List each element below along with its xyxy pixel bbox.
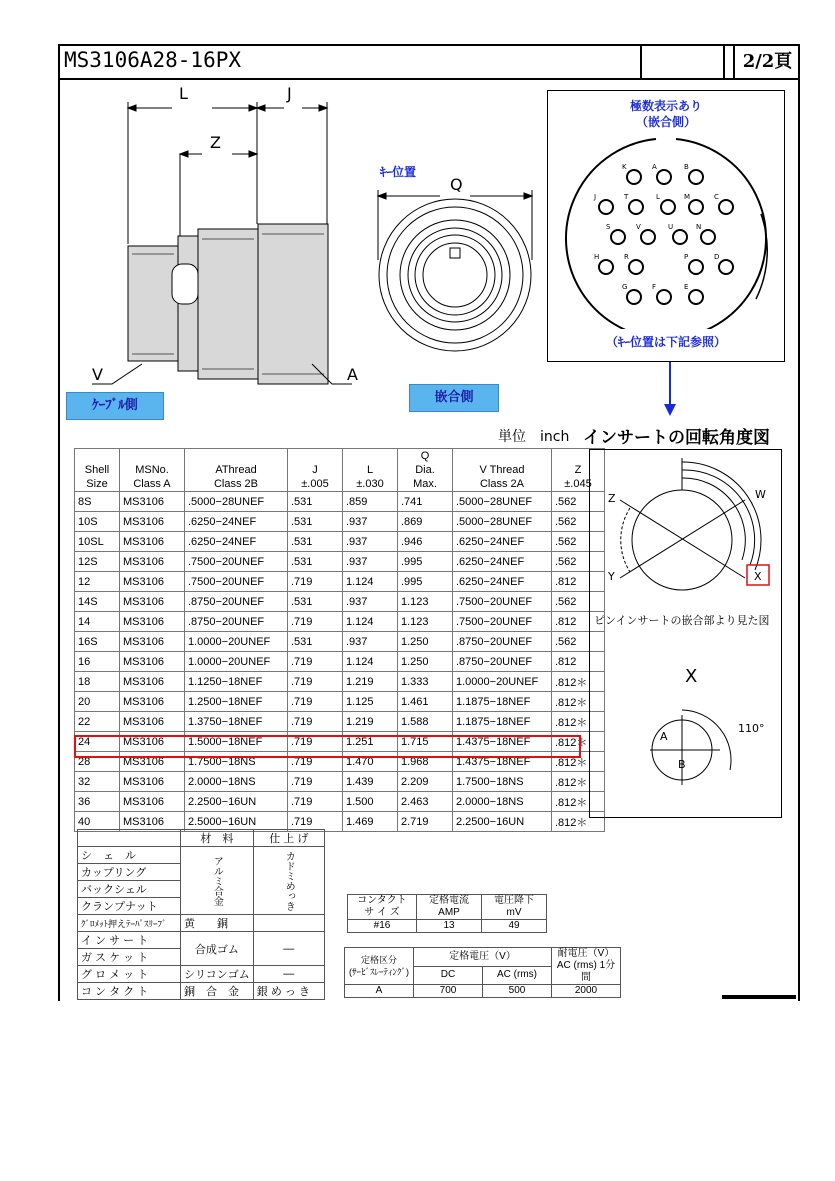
pin-title-1: 極数表示あり — [629, 99, 702, 113]
spec-cell: .812＊ — [552, 732, 605, 752]
spec-cell: 2.0000−18NS — [185, 772, 288, 792]
spec-cell: 1.125 — [343, 692, 398, 712]
spec-cell: 10SL — [75, 532, 120, 552]
label-W: W — [755, 488, 766, 501]
spec-cell: 1.1875−18NEF — [453, 692, 552, 712]
spec-cell: 2.209 — [398, 772, 453, 792]
spec-cell: 1.461 — [398, 692, 453, 712]
down-arrow-icon — [662, 362, 678, 418]
pin-label: M — [684, 193, 691, 201]
spec-cell: .562 — [552, 492, 605, 512]
spec-cell: 2.719 — [398, 812, 453, 832]
angle-label: 110° — [738, 722, 765, 735]
spec-cell: 28 — [75, 752, 120, 772]
label-X: X — [754, 570, 762, 583]
pin-hole — [627, 170, 641, 184]
dim-A-label: A — [347, 365, 358, 384]
spec-header-0: Shell Size — [75, 449, 120, 492]
pin-label: H — [594, 253, 600, 261]
spec-cell: .5000−28UNEF — [453, 512, 552, 532]
page-number: 2/2頁 — [733, 46, 800, 78]
cable-side-label: ｹｰﾌﾞﾙ側 — [66, 392, 164, 420]
spec-cell: .812＊ — [552, 712, 605, 732]
spec-cell: .6250−24NEF — [185, 532, 288, 552]
spec-cell: .812＊ — [552, 792, 605, 812]
spec-cell: .995 — [398, 572, 453, 592]
spec-cell: 1.0000−20UNEF — [185, 632, 288, 652]
spec-cell: .562 — [552, 512, 605, 532]
spec-cell: .719 — [288, 732, 343, 752]
pin-hole — [701, 230, 715, 244]
rotation-title: インサートの回転角度図 — [583, 428, 770, 448]
key-note: （ｷｰ位置は下記参照） — [605, 335, 726, 349]
spec-cell: .812＊ — [552, 812, 605, 832]
spec-cell: .719 — [288, 572, 343, 592]
spec-cell: .6250−24NEF — [453, 532, 552, 552]
spec-cell: 1.219 — [343, 712, 398, 732]
spec-cell: .812＊ — [552, 772, 605, 792]
spec-cell: .719 — [288, 692, 343, 712]
rotation-caption: ピンインサートの嵌合部より見た図 — [594, 614, 770, 627]
pin-label: K — [622, 163, 627, 171]
pin-label: N — [696, 223, 702, 231]
spec-cell: 1.1875−18NEF — [453, 712, 552, 732]
spec-cell: 1.124 — [343, 612, 398, 632]
table-row — [75, 772, 605, 792]
A-pin-label: A — [660, 730, 668, 743]
spec-cell: .531 — [288, 552, 343, 572]
spec-cell: 1.219 — [343, 672, 398, 692]
spec-cell: .531 — [288, 592, 343, 612]
spec-cell: 2.5000−16UN — [185, 812, 288, 832]
spec-cell: MS3106 — [120, 692, 185, 712]
spec-cell: 2.463 — [398, 792, 453, 812]
spec-cell: .869 — [398, 512, 453, 532]
spec-cell: .5000−28UNEF — [185, 492, 288, 512]
spec-cell: MS3106 — [120, 632, 185, 652]
spec-cell: .719 — [288, 752, 343, 772]
spec-cell: .719 — [288, 612, 343, 632]
spec-cell: 40 — [75, 812, 120, 832]
dim-J-label: J — [287, 84, 292, 103]
spec-cell: .946 — [398, 532, 453, 552]
spec-cell: 22 — [75, 712, 120, 732]
spec-cell: 1.470 — [343, 752, 398, 772]
spec-cell: 10S — [75, 512, 120, 532]
spec-header-4: L ±.030 — [343, 449, 398, 492]
contact-rating-table: コンタクト サ イ ズ 定格電流 AMP 電圧降下 mV #16 13 49 — [347, 894, 547, 933]
spec-cell: .8750−20UNEF — [185, 612, 288, 632]
spec-cell: 1.124 — [343, 572, 398, 592]
part-number-title: MS3106A28-16PX — [64, 48, 242, 72]
spec-cell: 1.333 — [398, 672, 453, 692]
B-pin-label: B — [678, 758, 686, 771]
spec-cell: 1.0000−20UNEF — [185, 652, 288, 672]
spec-cell: 36 — [75, 792, 120, 812]
table-row — [75, 692, 605, 712]
spec-cell: MS3106 — [120, 672, 185, 692]
voltage-rating-table: 定格区分 (ｻｰﾋﾞｽﾚｰﾃｨﾝｸﾞ) 定格電圧（V） 耐電圧（V） AC (rms) 1分間 DC AC (rms) A 700 500 2000 — [344, 947, 621, 998]
pin-hole — [673, 230, 687, 244]
pin-hole — [689, 260, 703, 274]
spec-cell: .937 — [343, 592, 398, 612]
table-row — [75, 652, 605, 672]
spec-cell: 1.715 — [398, 732, 453, 752]
spec-cell: MS3106 — [120, 752, 185, 772]
pin-hole — [719, 200, 733, 214]
table-row — [75, 512, 605, 532]
spec-cell: .6250−24NEF — [453, 572, 552, 592]
label-Z: Z — [608, 492, 616, 505]
spec-cell: 32 — [75, 772, 120, 792]
spec-cell: 1.3750−18NEF — [185, 712, 288, 732]
spec-cell: 18 — [75, 672, 120, 692]
pin-title-2: （嵌合側） — [635, 115, 696, 129]
table-row — [75, 552, 605, 572]
spec-header-3: J ±.005 — [288, 449, 343, 492]
spec-cell: 1.7500−18NS — [453, 772, 552, 792]
spec-cell: .7500−20UNEF — [185, 552, 288, 572]
pin-hole — [641, 230, 655, 244]
spec-cell: 2.0000−18NS — [453, 792, 552, 812]
spec-cell: 1.1250−18NEF — [185, 672, 288, 692]
spec-cell: 1.123 — [398, 592, 453, 612]
spec-table — [74, 448, 605, 832]
material-table: 材 料 仕 上 げ シ ェ ル アルミ合金 カドミめっき カップリング バックシェル クランプナット ｸﾞﾛﾒｯﾄ押えﾃｰﾊﾟｽﾘｰﾌﾞ 黄 銅 イ ン サ ー ト 合成ゴム — ガ ス ケ ッ ト グ ロ メ ッ ト シリコンゴム — コ ン タ ク ト 銅 合 金 銀 め っ き — [77, 829, 325, 1000]
spec-cell: 1.123 — [398, 612, 453, 632]
pin-label: R — [624, 253, 629, 261]
spec-cell: .531 — [288, 492, 343, 512]
spec-cell: .719 — [288, 652, 343, 672]
dim-V-label: V — [92, 365, 103, 384]
spec-cell: 12S — [75, 552, 120, 572]
spec-cell: MS3106 — [120, 792, 185, 812]
spec-cell: .719 — [288, 672, 343, 692]
spec-cell: .7500−20UNEF — [453, 592, 552, 612]
pin-hole — [689, 200, 703, 214]
spec-cell: .937 — [343, 632, 398, 652]
spec-cell: .6250−24NEF — [453, 552, 552, 572]
spec-cell: .995 — [398, 552, 453, 572]
pin-label: P — [684, 253, 689, 261]
pin-label: G — [622, 283, 628, 291]
key-position-label: ｷｰ位置 — [380, 165, 417, 179]
pin-hole — [629, 200, 643, 214]
pin-hole — [657, 290, 671, 304]
spec-cell: 1.968 — [398, 752, 453, 772]
spec-cell: .812＊ — [552, 692, 605, 712]
table-row — [75, 792, 605, 812]
spec-cell: .812 — [552, 652, 605, 672]
spec-cell: 1.124 — [343, 652, 398, 672]
spec-header-5: Q Dia. Max. — [398, 449, 453, 492]
spec-cell: 24 — [75, 732, 120, 752]
spec-cell: .812＊ — [552, 752, 605, 772]
spec-cell: MS3106 — [120, 732, 185, 752]
spec-cell: .812＊ — [552, 672, 605, 692]
spec-cell: .719 — [288, 772, 343, 792]
spec-cell: MS3106 — [120, 492, 185, 512]
spec-cell: 1.2500−18NEF — [185, 692, 288, 712]
spec-cell: .812 — [552, 572, 605, 592]
spec-cell: .562 — [552, 632, 605, 652]
spec-cell: .531 — [288, 532, 343, 552]
spec-cell: MS3106 — [120, 572, 185, 592]
spec-cell: 1.500 — [343, 792, 398, 812]
spec-header-6: V Thread Class 2A — [453, 449, 552, 492]
pin-face-diagram — [556, 129, 776, 329]
pin-label: F — [652, 283, 657, 291]
table-row — [75, 492, 605, 512]
spec-cell: 20 — [75, 692, 120, 712]
spec-cell: MS3106 — [120, 592, 185, 612]
spec-cell: 1.251 — [343, 732, 398, 752]
pin-label: B — [684, 163, 689, 171]
pin-label: S — [606, 223, 611, 231]
table-row — [75, 532, 605, 552]
table-row — [75, 592, 605, 612]
spec-cell: MS3106 — [120, 812, 185, 832]
pin-label: D — [714, 253, 720, 261]
pin-label: T — [624, 193, 629, 201]
spec-header-2: AThread Class 2B — [185, 449, 288, 492]
spec-cell: .719 — [288, 792, 343, 812]
spec-cell: .5000−28UNEF — [453, 492, 552, 512]
spec-cell: 8S — [75, 492, 120, 512]
spec-cell: 1.0000−20UNEF — [453, 672, 552, 692]
spec-cell: .859 — [343, 492, 398, 512]
spec-cell: .741 — [398, 492, 453, 512]
spec-cell: 1.250 — [398, 652, 453, 672]
spec-cell: .719 — [288, 712, 343, 732]
table-row — [75, 612, 605, 632]
table-row — [75, 632, 605, 652]
rotation-diagram-box — [589, 449, 782, 818]
highlighted-row-outline — [74, 735, 581, 758]
spec-cell: .8750−20UNEF — [453, 652, 552, 672]
pin-hole — [599, 200, 613, 214]
pin-label: L — [656, 193, 660, 201]
spec-cell: MS3106 — [120, 772, 185, 792]
pin-label: C — [714, 193, 719, 201]
spec-cell: .812 — [552, 612, 605, 632]
pin-hole — [599, 260, 613, 274]
spec-cell: 1.5000−18NEF — [185, 732, 288, 752]
spec-cell: 1.469 — [343, 812, 398, 832]
pin-label: U — [668, 223, 674, 231]
pin-hole — [629, 260, 643, 274]
dim-L-label: L — [179, 84, 188, 103]
spec-cell: 14 — [75, 612, 120, 632]
spec-cell: 12 — [75, 572, 120, 592]
spec-cell: MS3106 — [120, 512, 185, 532]
spec-cell: 1.439 — [343, 772, 398, 792]
spec-cell: 1.588 — [398, 712, 453, 732]
spec-cell: .562 — [552, 532, 605, 552]
spec-cell: 14S — [75, 592, 120, 612]
spec-cell: .562 — [552, 592, 605, 612]
spec-cell: .8750−20UNEF — [185, 592, 288, 612]
spec-cell: .937 — [343, 552, 398, 572]
pin-label: J — [594, 193, 597, 201]
rotation-diagram — [590, 450, 781, 817]
title-bar — [60, 46, 798, 80]
spec-cell: MS3106 — [120, 612, 185, 632]
spec-cell: .8750−20UNEF — [453, 632, 552, 652]
spec-cell: 1.250 — [398, 632, 453, 652]
pin-hole — [689, 290, 703, 304]
spec-cell: .937 — [343, 512, 398, 532]
spec-cell: .7500−20UNEF — [453, 612, 552, 632]
pin-label: E — [684, 283, 689, 291]
pin-hole — [657, 170, 671, 184]
spec-cell: .531 — [288, 632, 343, 652]
table-row — [75, 712, 605, 732]
dim-Z-label: Z — [210, 133, 221, 152]
table-row — [75, 672, 605, 692]
pin-label: V — [636, 223, 641, 231]
spec-cell: 1.4375−18NEF — [453, 732, 552, 752]
spec-cell: MS3106 — [120, 532, 185, 552]
connector-side-drawing — [62, 84, 382, 424]
spec-cell: MS3106 — [120, 712, 185, 732]
spec-cell: 1.4375−18NEF — [453, 752, 552, 772]
pin-layout-box — [547, 90, 785, 362]
spec-cell: 1.7500−18NS — [185, 752, 288, 772]
pin-label: A — [652, 163, 657, 171]
spec-cell: .719 — [288, 812, 343, 832]
dim-Q-label: Q — [450, 175, 463, 194]
pin-hole — [689, 170, 703, 184]
table-row — [75, 572, 605, 592]
spec-cell: .6250−24NEF — [185, 512, 288, 532]
spec-cell: 16 — [75, 652, 120, 672]
pin-hole — [719, 260, 733, 274]
pin-hole — [627, 290, 641, 304]
spec-cell: 16S — [75, 632, 120, 652]
spec-header-7: Z ±.045 — [552, 449, 605, 492]
spec-cell: .562 — [552, 552, 605, 572]
spec-cell: .531 — [288, 512, 343, 532]
big-X: X — [685, 666, 698, 687]
pin-hole — [611, 230, 625, 244]
mating-side-label: 嵌合側 — [409, 384, 499, 412]
unit-label: 単位 inch — [498, 429, 570, 445]
spec-header-1: MSNo. Class A — [120, 449, 185, 492]
spec-cell: .7500−20UNEF — [185, 572, 288, 592]
label-Y: Y — [608, 570, 615, 583]
spec-cell: 2.2500−16UN — [453, 812, 552, 832]
pin-hole — [661, 200, 675, 214]
spec-cell: MS3106 — [120, 652, 185, 672]
connector-front-drawing — [370, 160, 540, 390]
spec-cell: .937 — [343, 532, 398, 552]
spec-cell: 2.2500−16UN — [185, 792, 288, 812]
spec-cell: MS3106 — [120, 552, 185, 572]
